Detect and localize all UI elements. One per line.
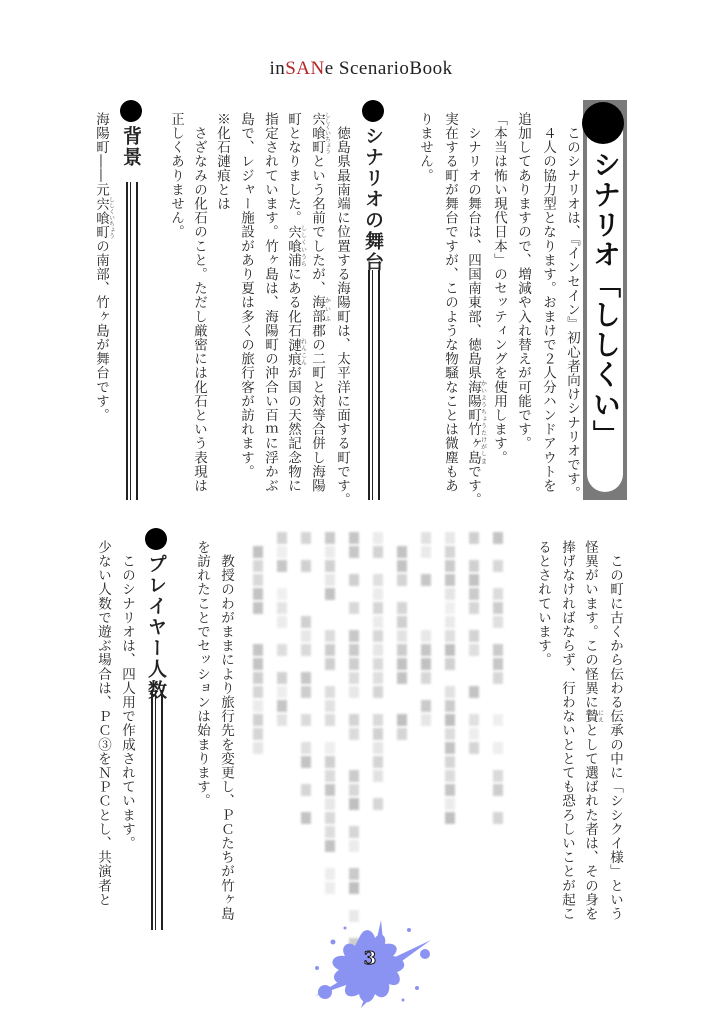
ruby-reading: ししくいちょう	[323, 112, 331, 155]
blurred-glyph	[277, 616, 287, 628]
ruby-reading: ししくいうら	[299, 224, 307, 268]
text-run: にある化石	[285, 267, 301, 338]
blurred-glyph	[349, 630, 359, 642]
blurred-glyph	[493, 644, 503, 656]
blurred-glyph	[325, 784, 335, 796]
blurred-glyph	[325, 742, 335, 754]
bullet-circle-icon	[582, 102, 624, 144]
blurred-glyph	[445, 616, 455, 628]
text-column	[438, 112, 462, 493]
blurred-glyph	[397, 546, 407, 558]
text-column	[555, 540, 579, 921]
blurred-glyph	[373, 686, 383, 698]
blurred-glyph	[325, 574, 335, 586]
blurred-glyph	[253, 546, 263, 558]
blurred-glyph	[421, 714, 431, 726]
blurred-glyph	[349, 686, 359, 698]
blurred-glyph	[301, 686, 311, 698]
blurred-glyph	[349, 546, 359, 558]
text-column	[462, 112, 486, 507]
blurred-glyph	[493, 770, 503, 782]
blurred-glyph	[469, 728, 479, 740]
text-run: 教授のわがままにより旅行先を変更し、ＰＣたちが竹ヶ島	[218, 540, 234, 921]
ruby-base: 宍喰町	[309, 112, 325, 155]
bullet-circle-icon	[120, 100, 142, 122]
bullet-circle-icon	[145, 528, 167, 550]
blurred-glyph	[421, 658, 431, 670]
ruby-base: 海陽町竹ヶ島	[465, 379, 481, 465]
blurred-glyph	[469, 686, 479, 698]
blurred-glyph	[325, 658, 335, 670]
blurred-glyph	[469, 574, 479, 586]
blurred-glyph	[469, 714, 479, 726]
blurred-glyph	[373, 742, 383, 754]
text-run: 「本当は怖い現代日本」のセッティングを使用します。	[491, 112, 507, 465]
blurred-glyph	[445, 686, 455, 698]
redacted-blurred-text	[243, 532, 508, 927]
blurred-glyph	[445, 658, 455, 670]
page-number-splash	[305, 918, 435, 1008]
blurred-glyph	[445, 546, 455, 558]
blurred-glyph	[253, 686, 263, 698]
text-column	[90, 112, 114, 422]
blurred-glyph	[373, 644, 383, 656]
blurred-glyph	[397, 630, 407, 642]
blurred-glyph	[277, 532, 287, 544]
blurred-glyph	[397, 560, 407, 572]
blurred-glyph	[421, 546, 431, 558]
blurred-glyph	[445, 644, 455, 656]
text-run: 海陽町――元	[93, 112, 109, 197]
blurred-glyph	[469, 630, 479, 642]
blurred-glyph	[277, 700, 287, 712]
heading-text: プレイヤー人数	[145, 554, 167, 701]
blurred-glyph	[325, 812, 335, 824]
blurred-glyph	[373, 672, 383, 684]
blurred-glyph	[253, 560, 263, 572]
blurred-glyph	[301, 560, 311, 572]
text-column	[115, 540, 139, 850]
blurred-glyph	[445, 812, 455, 824]
blurred-glyph	[445, 728, 455, 740]
blurred-glyph	[301, 742, 311, 754]
blurred-glyph	[373, 616, 383, 628]
blurred-glyph	[301, 756, 311, 768]
blurred-glyph	[397, 574, 407, 586]
blurred-glyph	[325, 644, 335, 656]
blurred-glyph	[325, 546, 335, 558]
blurred-glyph	[397, 728, 407, 740]
text-run: として選ばれた者は、その身を	[582, 723, 598, 921]
text-column	[511, 112, 535, 450]
ruby-base: 宍喰浦	[285, 224, 301, 268]
blurred-glyph	[445, 574, 455, 586]
text-run: 郡の二町と対等合併し海陽	[309, 323, 325, 493]
blurred-glyph	[325, 532, 335, 544]
text-run: るとされています。	[535, 540, 551, 667]
text-column	[187, 112, 211, 493]
blurred-glyph	[421, 532, 431, 544]
blurred-glyph	[469, 560, 479, 572]
blurred-glyph	[253, 574, 263, 586]
text-column	[560, 112, 584, 500]
blurred-glyph	[349, 728, 359, 740]
text-run: この町に古くから伝わる伝承の中に「シシクイ様」という	[607, 540, 623, 921]
blurred-glyph	[373, 798, 383, 810]
ruby-base: 海部	[309, 295, 325, 324]
ruby-word	[309, 112, 331, 155]
ruby-word	[465, 379, 487, 465]
heading-rule	[126, 182, 138, 500]
ruby-base: 漣痕	[285, 337, 301, 366]
blurred-glyph	[373, 588, 383, 600]
heading-text: シナリオの舞台	[362, 126, 384, 273]
text-run: 指定されています。竹ヶ島は、海陽町の沖合い百ｍに浮かぶ	[262, 112, 278, 493]
blurred-glyph	[493, 560, 503, 572]
text-column	[258, 112, 282, 493]
blurred-glyph	[373, 532, 383, 544]
text-run: 怪異がいます。この怪異に	[582, 540, 598, 710]
blurred-glyph	[445, 532, 455, 544]
text-run: の南部、竹ヶ島が舞台です。	[93, 238, 109, 423]
blurred-glyph	[349, 868, 359, 880]
blurred-glyph	[253, 714, 263, 726]
text-run: さざなみの化石のこと。ただし厳密には化石という表現は	[191, 112, 207, 493]
blurred-glyph	[325, 686, 335, 698]
blurred-glyph	[349, 714, 359, 726]
text-column	[91, 540, 115, 907]
blurred-glyph	[277, 588, 287, 600]
blurred-glyph	[277, 686, 287, 698]
blurred-glyph	[301, 784, 311, 796]
blurred-glyph	[349, 644, 359, 656]
text-run: ※化石漣痕とは	[214, 112, 230, 211]
text-column	[282, 112, 306, 493]
blurred-glyph	[445, 602, 455, 614]
blurred-glyph	[325, 700, 335, 712]
heading-text: 背景	[120, 126, 142, 168]
blurred-glyph	[421, 574, 431, 586]
blurred-glyph	[493, 714, 503, 726]
blurred-glyph	[373, 770, 383, 782]
blurred-glyph	[253, 700, 263, 712]
blurred-glyph	[493, 588, 503, 600]
blurred-glyph	[301, 532, 311, 544]
text-column	[210, 112, 234, 211]
blurred-glyph	[277, 644, 287, 656]
text-run: このシナリオは、『インセイン』初心者向けシナリオです。	[564, 112, 580, 501]
text-column	[413, 112, 437, 183]
blurred-glyph	[301, 714, 311, 726]
ruby-word	[582, 709, 604, 724]
blurred-glyph	[445, 756, 455, 768]
blurred-glyph	[301, 616, 311, 628]
blurred-glyph	[493, 616, 503, 628]
text-column	[536, 112, 560, 493]
blurred-glyph	[349, 826, 359, 838]
blurred-glyph	[301, 812, 311, 824]
blurred-glyph	[349, 532, 359, 544]
blurred-glyph	[493, 532, 503, 544]
text-run: 実在する町が舞台ですが、このような物騒なことは微塵もあ	[442, 112, 458, 493]
blurred-glyph	[445, 798, 455, 810]
text-column	[164, 112, 188, 239]
blurred-glyph	[445, 784, 455, 796]
text-column	[487, 112, 511, 465]
text-run: りません。	[417, 112, 433, 183]
blurred-glyph	[493, 672, 503, 684]
blurred-glyph	[469, 588, 479, 600]
blurred-glyph	[397, 658, 407, 670]
ruby-base: 贄	[582, 709, 598, 724]
text-run: 町となりました。	[285, 112, 301, 225]
text-run: を訪れたことでセッションは始まります。	[194, 540, 210, 808]
blurred-glyph	[349, 602, 359, 614]
text-column	[603, 540, 627, 921]
blurred-glyph	[421, 700, 431, 712]
text-column	[234, 112, 258, 479]
scenario-title: シナリオ「ししくい」	[589, 150, 622, 450]
running-header	[0, 58, 722, 80]
blurred-glyph	[349, 882, 359, 894]
blurred-glyph	[493, 784, 503, 796]
blurred-glyph	[349, 574, 359, 586]
blurred-glyph	[349, 784, 359, 796]
blurred-glyph	[277, 546, 287, 558]
text-run: 正しくありません。	[168, 112, 184, 239]
blurred-glyph	[397, 672, 407, 684]
ruby-word	[285, 224, 307, 268]
bullet-circle-icon	[362, 100, 384, 122]
blurred-glyph	[253, 728, 263, 740]
scenario-title-box	[583, 100, 627, 500]
blurred-glyph	[469, 532, 479, 544]
text-column	[214, 540, 238, 921]
blurred-glyph	[373, 714, 383, 726]
text-run: が国の天然記念物に	[285, 365, 301, 493]
blurred-glyph	[445, 742, 455, 754]
blurred-glyph	[325, 770, 335, 782]
text-run: 島で、レジャー施設があり夏は多くの旅行客が訪れます。	[238, 112, 254, 479]
blurred-glyph	[349, 770, 359, 782]
blurred-glyph	[253, 672, 263, 684]
blurred-glyph	[325, 630, 335, 642]
blurred-glyph	[253, 742, 263, 754]
blurred-glyph	[373, 602, 383, 614]
blurred-glyph	[325, 756, 335, 768]
blurred-glyph	[445, 588, 455, 600]
blurred-glyph	[373, 728, 383, 740]
blurred-glyph	[277, 560, 287, 572]
heading-rule	[368, 270, 380, 500]
ruby-reading: かいふ	[323, 295, 331, 324]
blurred-glyph	[397, 644, 407, 656]
blurred-glyph	[397, 714, 407, 726]
blurred-glyph	[325, 882, 335, 894]
blurred-glyph	[493, 602, 503, 614]
blurred-glyph	[469, 602, 479, 614]
blurred-glyph	[253, 602, 263, 614]
text-run: です。	[465, 464, 481, 507]
blurred-glyph	[397, 616, 407, 628]
heading-rule	[151, 690, 163, 930]
ruby-word	[93, 196, 115, 239]
blurred-glyph	[277, 714, 287, 726]
header-text: in	[269, 58, 286, 79]
blurred-glyph	[325, 560, 335, 572]
blurred-glyph	[325, 826, 335, 838]
text-run: シナリオの舞台は、四国南東部、徳島県	[465, 112, 481, 380]
blurred-glyph	[349, 840, 359, 852]
blurred-glyph	[373, 756, 383, 768]
blurred-glyph	[349, 798, 359, 810]
blurred-glyph	[469, 644, 479, 656]
blurred-glyph	[277, 602, 287, 614]
text-run: 捧げなければならず、行わないととても恐ろしいことが起こ	[559, 540, 575, 921]
blurred-glyph	[445, 714, 455, 726]
blurred-glyph	[397, 602, 407, 614]
blurred-glyph	[493, 812, 503, 824]
blurred-glyph	[373, 658, 383, 670]
blurred-glyph	[349, 658, 359, 670]
text-run: ４人の協力型となります。おまけで２人分ハンドアウトを	[540, 112, 556, 493]
blurred-glyph	[325, 588, 335, 600]
ruby-word	[309, 295, 331, 324]
blurred-glyph	[373, 574, 383, 586]
blurred-glyph	[325, 868, 335, 880]
blurred-glyph	[301, 644, 311, 656]
blurred-glyph	[301, 630, 311, 642]
ruby-word	[285, 337, 307, 366]
blurred-glyph	[349, 672, 359, 684]
text-column	[330, 112, 354, 507]
blurred-glyph	[445, 770, 455, 782]
blurred-glyph	[277, 672, 287, 684]
text-column	[531, 540, 555, 667]
page-number: 3	[363, 948, 377, 969]
ruby-base: 宍喰町	[93, 196, 109, 239]
blurred-glyph	[493, 742, 503, 754]
ruby-reading: かいようちょうたけがしま	[479, 379, 487, 465]
ruby-reading: れんこん	[299, 337, 307, 366]
text-run: という名前でしたが、	[309, 154, 325, 296]
ruby-reading: にえ	[596, 709, 604, 724]
blurred-glyph	[421, 630, 431, 642]
section-heading-stage	[360, 100, 390, 500]
text-run: このシナリオは、四人用で作成されています。	[119, 540, 135, 851]
blurred-glyph	[253, 658, 263, 670]
blurred-glyph	[445, 560, 455, 572]
text-column	[190, 540, 214, 808]
header-text: e ScenarioBook	[324, 58, 453, 79]
blurred-glyph	[325, 798, 335, 810]
text-run: 徳島県最南端に位置する海陽町は、太平洋に面する町です。	[334, 112, 350, 507]
text-run: 追加してありますので、増減や入れ替えが可能です。	[515, 112, 531, 451]
text-column	[306, 112, 330, 493]
header-accent-text: SAN	[285, 58, 325, 79]
ruby-reading: ししくいちょう	[107, 196, 115, 239]
blurred-glyph	[301, 672, 311, 684]
blurred-glyph	[421, 672, 431, 684]
blurred-glyph	[493, 658, 503, 670]
blurred-glyph	[253, 644, 263, 656]
blurred-glyph	[325, 714, 335, 726]
blurred-glyph	[445, 630, 455, 642]
blurred-glyph	[469, 742, 479, 754]
section-heading-players	[143, 528, 173, 930]
blurred-glyph	[421, 644, 431, 656]
blurred-glyph	[373, 630, 383, 642]
text-column	[579, 540, 603, 921]
blurred-glyph	[445, 700, 455, 712]
blurred-glyph	[325, 840, 335, 852]
blurred-glyph	[253, 588, 263, 600]
blurred-glyph	[373, 546, 383, 558]
text-run: 少ない人数で遊ぶ場合は、ＰＣ③をＮＰＣとし、共演者と	[95, 540, 111, 907]
section-heading-background	[118, 100, 148, 500]
